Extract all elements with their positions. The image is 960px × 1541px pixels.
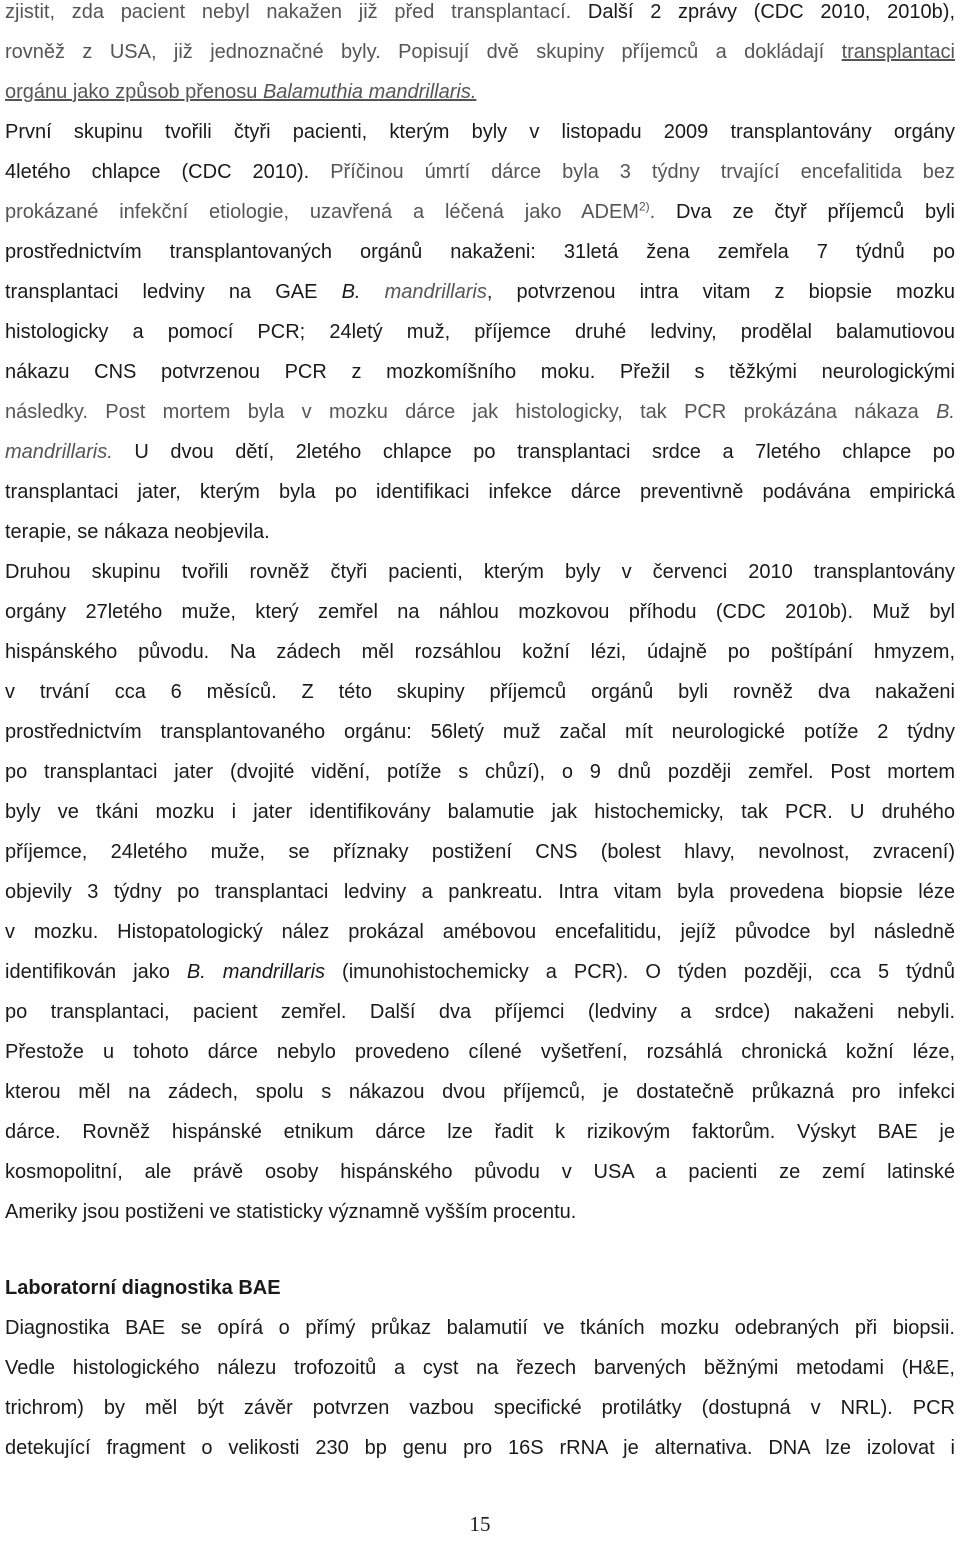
text-line: Přestože u tohoto dárce nebylo provedeno cílené vyšetření, rozsáhlá chronická kožní léze, [5,1041,955,1063]
text-line: kosmopolitní, ale právě osoby hispánského původu v USA a pacienti ze zemí latinské [5,1161,955,1183]
text-line: dárce. Rovněž hispánské etnikum dárce lze řadit k rizikovým faktorům. Výskyt BAE je [5,1121,955,1143]
text-line: 4letého chlapce (CDC 2010). Příčinou úmrtí dárce byla 3 týdny trvající encefalitida bez [5,161,956,183]
section-heading: Laboratorní diagnostika BAE [5,1277,281,1299]
text-line: prostřednictvím transplantovaného orgánu: 56letý muž začal mít neurologické potíže 2 týdny [5,721,955,743]
page-number: 15 [469,1512,491,1536]
text-line: prokázané infekční etiologie, uzavřená a léčená jako ADEM$^{2)}$. Dva ze čtyř příjemců byli [5,199,956,223]
text-line: po transplantaci, pacient zemřel. Další dva příjemci (ledviny a srdce) nakaženi nebyli. [5,1001,955,1023]
text-line: transplantaci jater, kterým byla po identifikaci infekce dárce preventivně podávána empirická [5,481,955,503]
text-line: orgány 27letého muže, který zemřel na náhlou mozkovou příhodu (CDC 2010b). Muž byl [5,601,955,623]
text-line: Druhou skupinu tvořili rovněž čtyři pacienti, kterým byly v červenci 2010 transplantovány [5,561,955,583]
text-line: hispánského původu. Na zádech měl rozsáhlou kožní lézi, údajně po poštípání hmyzem, [5,641,955,663]
text-line: terapie, se nákaza neobjevila. [5,521,270,543]
text-line: příjemce, 24letého muže, se příznaky postižení CNS (bolest hlavy, nevolnost, zvracení) [5,841,955,863]
text-line: histologicky a pomocí PCR; 24letý muž, příjemce druhé ledviny, prodělal balamutiovou [5,321,955,343]
text-line: po transplantaci jater (dvojité vidění, potíže s chůzí), o 9 dnů později zemřel. Post mortem [5,761,955,783]
text-line: kterou měl na zádech, spolu s nákazou dvou příjemců, je dostatečně průkazná pro infekci [5,1081,955,1103]
text-line: v mozku. Histopatologický nález prokázal amébovou encefalitidu, jejíž původce byl následně [5,921,955,943]
text-line: byly ve tkáni mozku i jater identifikovány balamutie jak histochemicky, tak PCR. U druhého [5,801,955,823]
text-line: identifikován jako B. mandrillaris (imunohistochemicky a PCR). O týden později, cca 5 týdnů [5,961,955,983]
text-line: v trvání cca 6 měsíců. Z této skupiny příjemců orgánů byli rovněž dva nakaženi [5,681,955,703]
text-line: trichrom) by měl být závěr potvrzen vazbou specifické protilátky (dostupná v NRL). PCR [5,1397,955,1419]
text-line: nákazu CNS potvrzenou PCR z mozkomíšního moku. Přežil s těžkými neurologickými [5,361,955,383]
text-line: První skupinu tvořili čtyři pacienti, kterým byly v listopadu 2009 transplantovány orgány [5,121,955,143]
text-line: Vedle histologického nálezu trofozoitů a cyst na řezech barvených běžnými metodami (H&E, [5,1357,955,1379]
text-line: rovněž z USA, již jednoznačné byly. Popisují dvě skupiny příjemců a dokládají transplantaci [5,41,955,63]
link-transplantaci[interactable]: transplantaci [841,41,955,63]
text-line: mandrillaris. U dvou dětí, 2letého chlapce po transplantaci srdce a 7letého chlapce po [5,441,955,463]
text-line: zjistit, zda pacient nebyl nakažen již před transplantací. Další 2 zprávy (CDC 2010, 2010b), [5,1,955,23]
text-line: Ameriky jsou postiženi ve statisticky významně vyšším procentu. [5,1201,577,1223]
text-line: Diagnostika BAE se opírá o přímý průkaz balamutií ve tkáních mozku odebraných při biopsii. [5,1317,955,1339]
text-line: následky. Post mortem byla v mozku dárce jak histologicky, tak PCR prokázána nákaza B. [5,401,955,423]
link-organu[interactable]: orgánu jako způsob přenosu Balamuthia mandrillaris. [5,81,477,103]
text-line: detekující fragment o velikosti 230 bp genu pro 16S rRNA je alternativa. DNA lze izolovat i [5,1437,955,1459]
text-line: prostřednictvím transplantovaných orgánů nakaženi: 31letá žena zemřela 7 týdnů po [5,241,955,263]
text-line: objevily 3 týdny po transplantaci ledviny a pankreatu. Intra vitam byla provedena biopsie léze [5,881,955,903]
text-line [5,72,955,112]
text-line: transplantaci ledviny na GAE B. mandrillaris, potvrzenou intra vitam z biopsie mozku [5,281,955,303]
